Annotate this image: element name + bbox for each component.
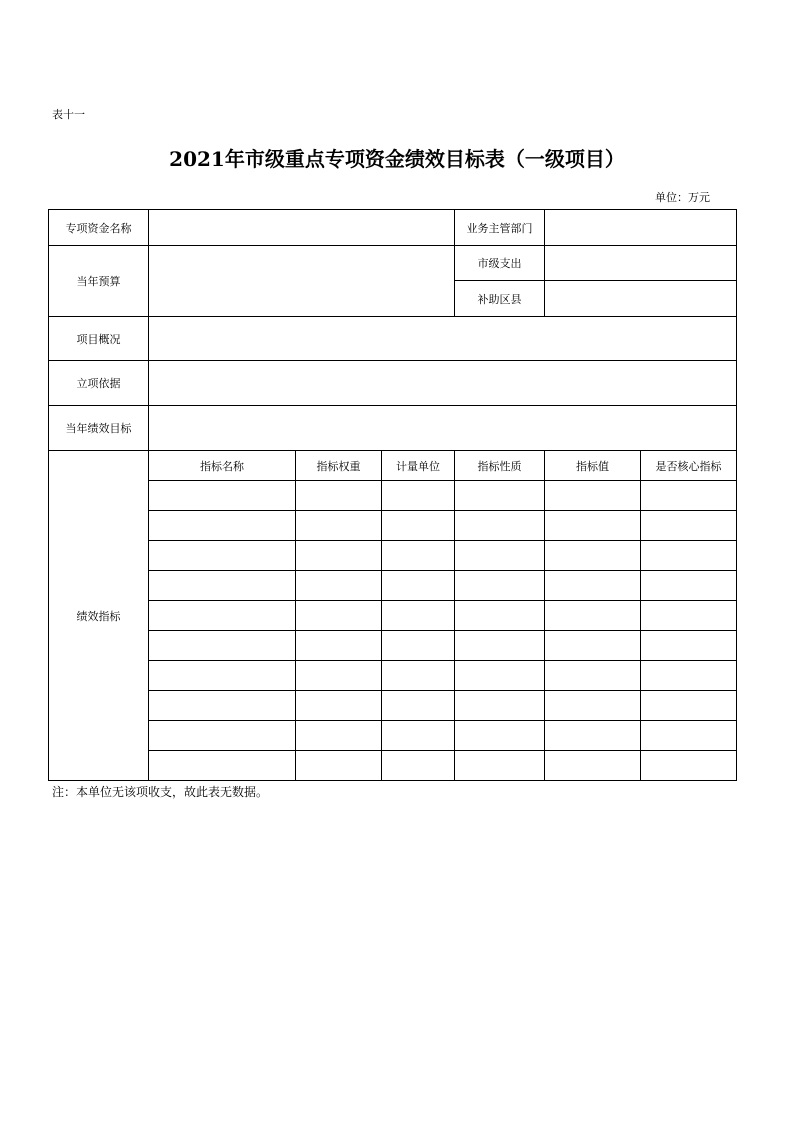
table-cell <box>382 691 455 721</box>
table-cell <box>296 721 382 751</box>
indicator-header: 指标名称 <box>149 451 296 481</box>
table-cell <box>382 481 455 511</box>
document-title: 2021年市级重点专项资金绩效目标表（一级项目） <box>169 147 625 171</box>
indicator-header: 指标值 <box>545 451 641 481</box>
table-cell <box>641 511 737 541</box>
table-cell <box>149 481 296 511</box>
table-cell <box>296 511 382 541</box>
table-cell <box>382 661 455 691</box>
table-cell <box>545 511 641 541</box>
table-cell <box>296 481 382 511</box>
table-cell <box>641 601 737 631</box>
performance-target-table <box>48 209 737 781</box>
overview-label: 项目概况 <box>49 317 149 361</box>
subsidy-county-value <box>545 281 737 317</box>
table-cell <box>149 541 296 571</box>
table-row <box>49 751 737 781</box>
basis-label: 立项依据 <box>49 361 149 406</box>
table-cell <box>382 721 455 751</box>
department-value <box>545 210 737 246</box>
table-cell <box>296 631 382 661</box>
table-cell <box>455 661 545 691</box>
indicator-header: 是否核心指标 <box>641 451 737 481</box>
goal-label: 当年绩效目标 <box>49 406 149 451</box>
table-cell <box>455 481 545 511</box>
table-cell <box>149 571 296 601</box>
indicators-label: 绩效指标 <box>49 451 149 781</box>
table-cell <box>545 571 641 601</box>
table-cell <box>382 571 455 601</box>
table-cell <box>296 601 382 631</box>
table-cell <box>149 691 296 721</box>
basis-value <box>149 361 737 406</box>
table-cell <box>296 751 382 781</box>
goal-value <box>149 406 737 451</box>
indicator-header: 指标权重 <box>296 451 382 481</box>
table-cell <box>296 661 382 691</box>
table-cell <box>545 751 641 781</box>
budget-value <box>149 246 455 317</box>
table-cell <box>455 511 545 541</box>
table-cell <box>545 481 641 511</box>
city-expense-label: 市级支出 <box>455 246 545 281</box>
table-cell <box>382 511 455 541</box>
table-cell <box>641 751 737 781</box>
table-cell <box>545 721 641 751</box>
table-cell <box>382 751 455 781</box>
table-cell <box>455 571 545 601</box>
table-number: 表十一 <box>52 108 85 121</box>
table-row <box>49 481 737 511</box>
table-cell <box>455 541 545 571</box>
table-cell <box>149 721 296 751</box>
department-label: 业务主管部门 <box>455 210 545 246</box>
table-cell <box>382 601 455 631</box>
budget-label: 当年预算 <box>49 246 149 317</box>
table-cell <box>455 601 545 631</box>
table-cell <box>545 601 641 631</box>
table-cell <box>641 721 737 751</box>
table-cell <box>149 751 296 781</box>
table-row <box>49 721 737 751</box>
table-cell <box>296 571 382 601</box>
indicator-header: 计量单位 <box>382 451 455 481</box>
table-cell <box>455 751 545 781</box>
unit-label: 单位：万元 <box>655 191 710 204</box>
table-cell <box>641 571 737 601</box>
table-row <box>49 601 737 631</box>
table-cell <box>545 541 641 571</box>
table-cell <box>149 661 296 691</box>
table-cell <box>296 541 382 571</box>
table-row <box>49 511 737 541</box>
table-cell <box>149 631 296 661</box>
subsidy-county-label: 补助区县 <box>455 281 545 317</box>
table-cell <box>382 541 455 571</box>
table-cell <box>641 631 737 661</box>
overview-value <box>149 317 737 361</box>
footnote: 注：本单位无该项收支，故此表无数据。 <box>52 785 269 799</box>
table-row <box>49 631 737 661</box>
table-cell <box>149 511 296 541</box>
table-row <box>49 691 737 721</box>
table-cell <box>455 721 545 751</box>
fund-name-value <box>149 210 455 246</box>
indicator-header: 指标性质 <box>455 451 545 481</box>
table-cell <box>545 691 641 721</box>
table-cell <box>382 631 455 661</box>
table-row <box>49 541 737 571</box>
table-cell <box>455 691 545 721</box>
table-cell <box>455 631 545 661</box>
table-cell <box>545 661 641 691</box>
table-cell <box>149 601 296 631</box>
fund-name-label: 专项资金名称 <box>49 210 149 246</box>
table-row <box>49 571 737 601</box>
table-cell <box>641 541 737 571</box>
table-row <box>49 661 737 691</box>
table-cell <box>296 691 382 721</box>
city-expense-value <box>545 246 737 281</box>
table-cell <box>641 661 737 691</box>
table-cell <box>641 691 737 721</box>
table-cell <box>545 631 641 661</box>
table-cell <box>641 481 737 511</box>
